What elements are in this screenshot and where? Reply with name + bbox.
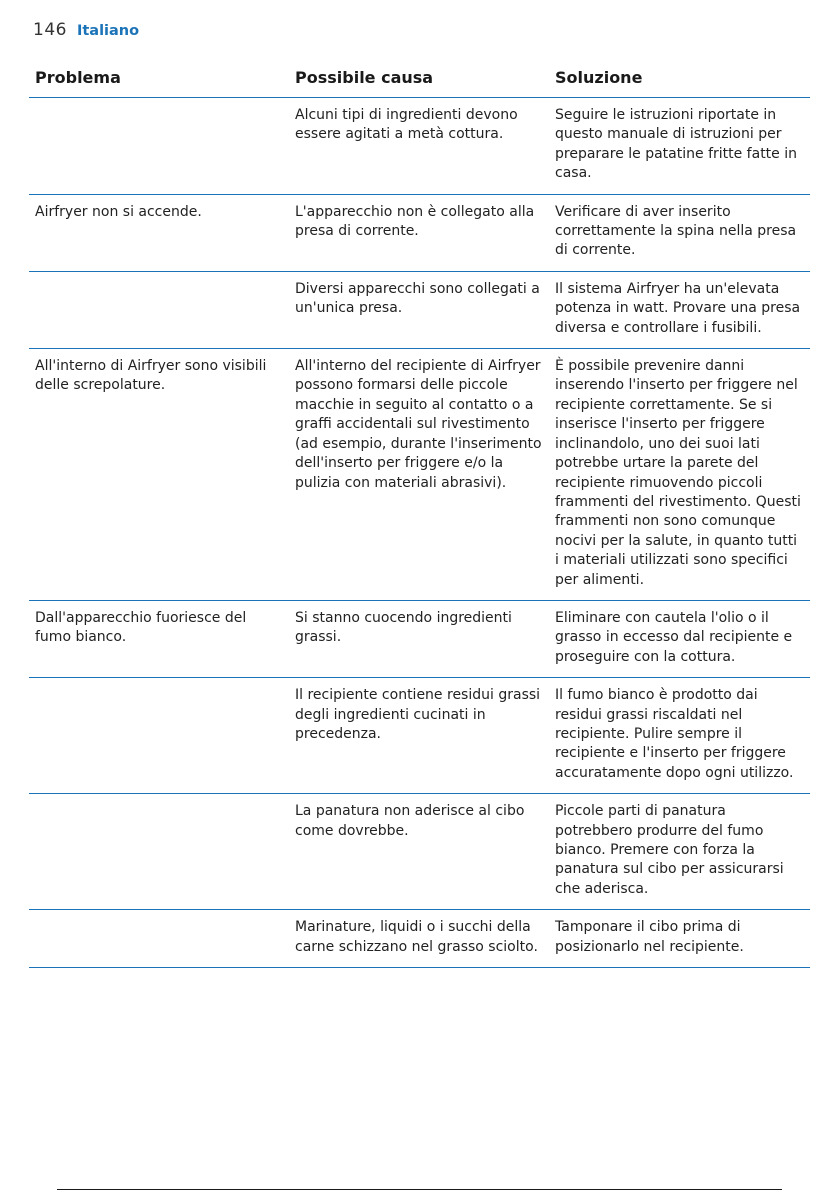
table-row — [29, 98, 810, 195]
column-header-problem: Problema — [29, 62, 289, 98]
problem-cell — [29, 794, 289, 910]
table-row — [29, 910, 810, 968]
table-row — [29, 349, 810, 601]
problem-cell — [29, 98, 289, 195]
section-language-label: Italiano — [76, 23, 140, 39]
solution-cell: Verificare di aver inserito correttamente la spina nella presa di corrente. — [549, 194, 810, 271]
column-header-solution: Soluzione — [549, 62, 810, 98]
solution-cell: È possibile prevenire danni inserendo l'inserto per friggere nel recipiente correttamente. Se si inserisce l'inserto per friggere inclinandolo, uno dei suoi lati potrebbe urtare la parete del recipiente rimuovendo piccoli frammenti del rivestimento. Questi frammenti non sono comunque nocivi per la salute, in quanto tutti i materiali utilizzati sono specifici per alimenti. — [549, 349, 810, 601]
problem-cell: Dall'apparecchio fuoriesce del fumo bianco. — [29, 600, 289, 677]
page-header — [33, 20, 139, 40]
table-row — [29, 194, 810, 271]
cause-cell: Alcuni tipi di ingredienti devono essere agitati a metà cottura. — [289, 98, 549, 195]
column-header-cause: Possibile causa — [289, 62, 549, 98]
problem-cell — [29, 678, 289, 794]
solution-cell: Seguire le istruzioni riportate in questo manuale di istruzioni per preparare le patatine fritte fatte in casa. — [549, 98, 810, 195]
table-row — [29, 678, 810, 794]
cause-cell: All'interno del recipiente di Airfryer possono formarsi delle piccole macchie in seguito al contatto o a graffi accidentali sul rivestimento (ad esempio, durante l'inserimento dell'inserto per friggere e/o la pulizia con materiali abrasivi). — [289, 349, 549, 601]
table-header-row — [29, 62, 810, 98]
solution-cell: Eliminare con cautela l'olio o il grasso in eccesso dal recipiente e proseguire con la cottura. — [549, 600, 810, 677]
footer-divider — [57, 1189, 782, 1190]
table-row — [29, 600, 810, 677]
problem-cell — [29, 910, 289, 968]
cause-cell: Marinature, liquidi o i succhi della carne schizzano nel grasso sciolto. — [289, 910, 549, 968]
cause-cell: L'apparecchio non è collegato alla presa di corrente. — [289, 194, 549, 271]
problem-cell: Airfryer non si accende. — [29, 194, 289, 271]
solution-cell: Piccole parti di panatura potrebbero produrre del fumo bianco. Premere con forza la panatura sul cibo per assicurarsi che aderisca. — [549, 794, 810, 910]
problem-cell — [29, 271, 289, 348]
cause-cell: Diversi apparecchi sono collegati a un'unica presa. — [289, 271, 549, 348]
cause-cell: Si stanno cuocendo ingredienti grassi. — [289, 600, 549, 677]
cause-cell: La panatura non aderisce al cibo come dovrebbe. — [289, 794, 549, 910]
table-row — [29, 271, 810, 348]
solution-cell: Tamponare il cibo prima di posizionarlo nel recipiente. — [549, 910, 810, 968]
solution-cell: Il sistema Airfryer ha un'elevata potenza in watt. Provare una presa diversa e controllare i fusibili. — [549, 271, 810, 348]
cause-cell: Il recipiente contiene residui grassi degli ingredienti cucinati in precedenza. — [289, 678, 549, 794]
solution-cell: Il fumo bianco è prodotto dai residui grassi riscaldati nel recipiente. Pulire sempre il recipiente e l'inserto per friggere accuratamente dopo ogni utilizzo. — [549, 678, 810, 794]
page-number: 146 — [33, 20, 67, 40]
problem-cell: All'interno di Airfryer sono visibili delle screpolature. — [29, 349, 289, 601]
table-row — [29, 794, 810, 910]
troubleshooting-table — [29, 62, 810, 968]
